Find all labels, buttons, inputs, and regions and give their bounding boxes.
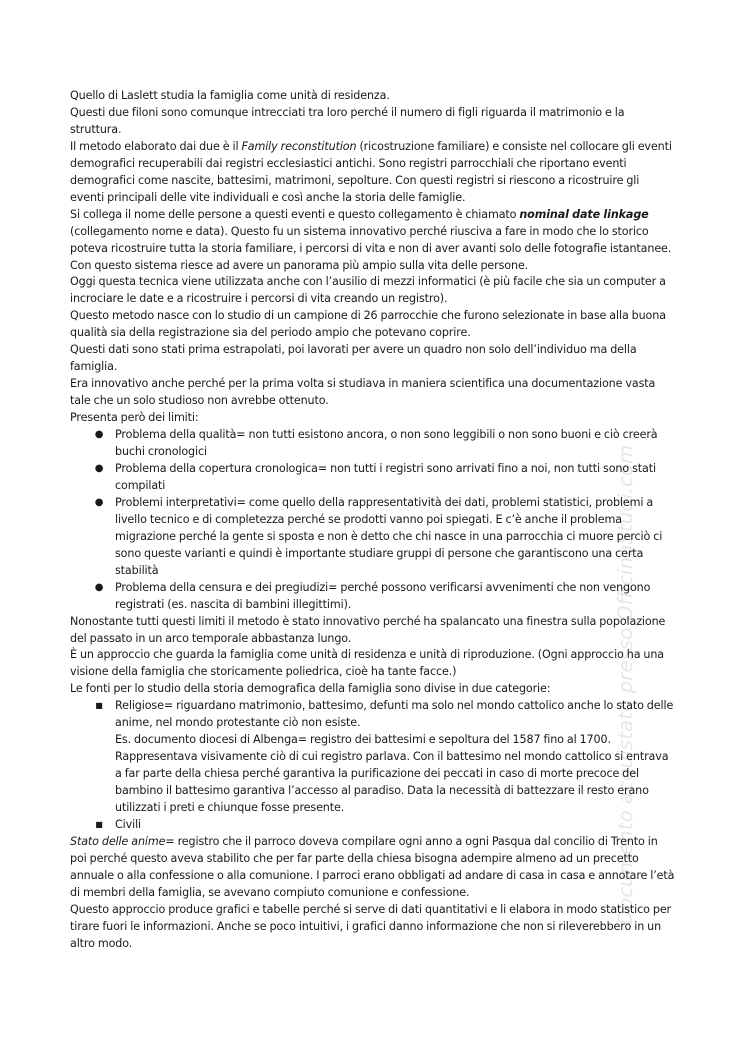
paragraph-fonti-intro: Le fonti per lo studio della storia demografica della famiglia sono divise in due categorie: bbox=[70, 682, 551, 696]
bullet-icon: ● bbox=[94, 581, 104, 593]
bullet-icon: ● bbox=[94, 429, 104, 441]
list-item-example: Es. documento diocesi di Albenga= registro dei battesimi e sepoltura del 1587 fino al 1700. Rappresentava visivamente ciò di cui registro parlava. Con il battesimo nel mondo cattolico si entrava a far parte della chiesa perché garantiva la purificazione dei peccati in caso di morte precoce del bambino il battesimo garantiva l’accesso al paradiso. Data la necessità di battezzare il resto erano utilizzati i preti e chiunque fosse presente. bbox=[115, 733, 669, 815]
paragraph-filoni: Questi due filoni sono comunque intrecciati tra loro perché il numero di figli riguarda il matrimonio e la struttura. bbox=[70, 105, 625, 136]
list-item bbox=[70, 427, 676, 461]
paragraph-linkage bbox=[70, 207, 676, 258]
list-item bbox=[70, 580, 676, 614]
list-item-text: Problemi interpretativi= come quello della rappresentatività dei dati, problemi statistici, problemi a livello tecnico e di completezza perché se prodotti vanno poi spiegati. E c’è anche il problema migrazione perché la gente si sposta e non è detto che chi nasce in una parrocchia ci muore perciò ci sono queste varianti e quindi è importante studiare gruppi di persone che garantiscono una certa stabilità bbox=[115, 495, 663, 577]
list-item bbox=[70, 495, 676, 580]
paragraph-innovativo: Era innovativo anche perché per la prima volta si studiava in maniera scientifica una documentazione vasta tale che un solo studioso non avrebbe ottenuto. bbox=[70, 377, 656, 408]
list-item-text: Problema della qualità= non tutti esistono ancora, o non sono leggibili o non sono buoni e ciò creerà buchi cronologici bbox=[115, 428, 658, 459]
term-family-reconstitution: Family reconstitution bbox=[241, 139, 357, 153]
watermark: Documento acquistato presso OfficinaStudi.com bbox=[614, 444, 637, 925]
paragraph-text: (collegamento nome e data). Questo fu un sistema innovativo perché riusciva a fare in modo che lo storico poteva ricostruire tutta la storia familiare, i percorsi di vita e non di aver avanti solo delle fotografie istantanee. bbox=[70, 224, 672, 255]
paragraph-dati: Questi dati sono stati prima estrapolati, poi lavorati per avere un quadro non solo dell’individuo ma della famiglia. bbox=[70, 343, 637, 374]
paragraph-metodo bbox=[70, 139, 676, 207]
paragraph-informatica: Oggi questa tecnica viene utilizzata anche con l’ausilio di mezzi informatici (è più facile che sia un computer a incrociare le date e a ricostruire i percorsi di vita creando un registro). bbox=[70, 275, 666, 306]
paragraph-panorama: Con questo sistema riesce ad avere un panorama più ampio sulla vita delle persone. bbox=[70, 258, 529, 272]
term-nominal-date-linkage: nominal date linkage bbox=[519, 207, 649, 221]
list-item-text: Religiose= riguardano matrimonio, battesimo, defunti ma solo nel mondo cattolico anche lo stato delle anime, nel mondo protestante ciò non esiste. bbox=[115, 699, 674, 730]
paragraph-stato-anime bbox=[70, 834, 676, 902]
document-body bbox=[70, 88, 676, 953]
bullet-icon: ● bbox=[94, 462, 104, 474]
paragraph-laslett: Quello di Laslett studia la famiglia come unità di residenza. bbox=[70, 89, 390, 102]
term-stato-delle-anime: Stato delle anime bbox=[70, 834, 166, 848]
paragraph-campione: Questo metodo nasce con lo studio di un campione di 26 parrocchie che furono selezionate in base alla buona qualità sia della registrazione sia del periodo ampio che potevano coprire. bbox=[70, 309, 666, 340]
paragraph-text: Si collega il nome delle persone a questi eventi e questo collegamento è chiamato bbox=[70, 207, 520, 221]
list-item bbox=[70, 461, 676, 495]
paragraph-text: Il metodo elaborato dai due è il bbox=[70, 139, 242, 153]
paragraph-text: = registro che il parroco doveva compilare ogni anno a ogni Pasqua dal concilio di Trento in poi perché questo aveva stabilito che per far parte della chiesa bisogna adempire almeno ad un precetto annuale o alla confessione o alla comunione. I parroci erano obbligati ad andare di casa in casa e annotare l’età di membri della famiglia, se avevano compiuto comunione e confessione. bbox=[70, 834, 675, 899]
list-item-text: Civili bbox=[115, 817, 142, 831]
list-item bbox=[70, 817, 676, 834]
bullet-icon: ● bbox=[94, 496, 104, 508]
paragraph-grafici: Questo approccio produce grafici e tabelle perché si serve di dati quantitativi e li elabora in modo statistico per tirare fuori le informazioni. Anche se poco intuitivi, i grafici danno informazione che non si rileverebbero in un altro modo. bbox=[70, 902, 672, 950]
paragraph-limiti-intro: Presenta però dei limiti: bbox=[70, 411, 199, 425]
list-item-text: Problema della copertura cronologica= non tutti i registri sono arrivati fino a noi, non tutti sono stati compilati bbox=[115, 461, 656, 492]
square-bullet-icon: ■ bbox=[95, 819, 103, 829]
list-item-text: Problema della censura e dei pregiudizi= perché possono verificarsi avvenimenti che non vengono registrati (es. nascita di bambini illegittimi). bbox=[115, 580, 651, 611]
paragraph-text: (ricostruzione familiare) e consiste nel collocare gli eventi demografici recuperabili dai registri ecclesiastici antichi. Sono registri parrocchiali che riportano eventi demografici come nascite, battesimi, matrimoni, sepolture. Con questi registri si riescono a ricostruire gli eventi principali delle vite individuali e così anche la storia delle famiglie. bbox=[70, 139, 672, 204]
limits-list bbox=[70, 427, 676, 613]
paragraph-nonostante: Nonostante tutti questi limiti il metodo è stato innovativo perché ha spalancato una finestra sulla popolazione del passato in un arco temporale abbastanza lungo. bbox=[70, 614, 666, 645]
sources-list bbox=[70, 698, 676, 834]
paragraph-approccio: È un approccio che guarda la famiglia come unità di residenza e unità di riproduzione. (Ogni approccio ha una visione della famiglia che storicamente poliedrica, cioè ha tante facce.) bbox=[70, 648, 665, 679]
list-item bbox=[70, 698, 676, 817]
square-bullet-icon: ■ bbox=[95, 701, 103, 711]
